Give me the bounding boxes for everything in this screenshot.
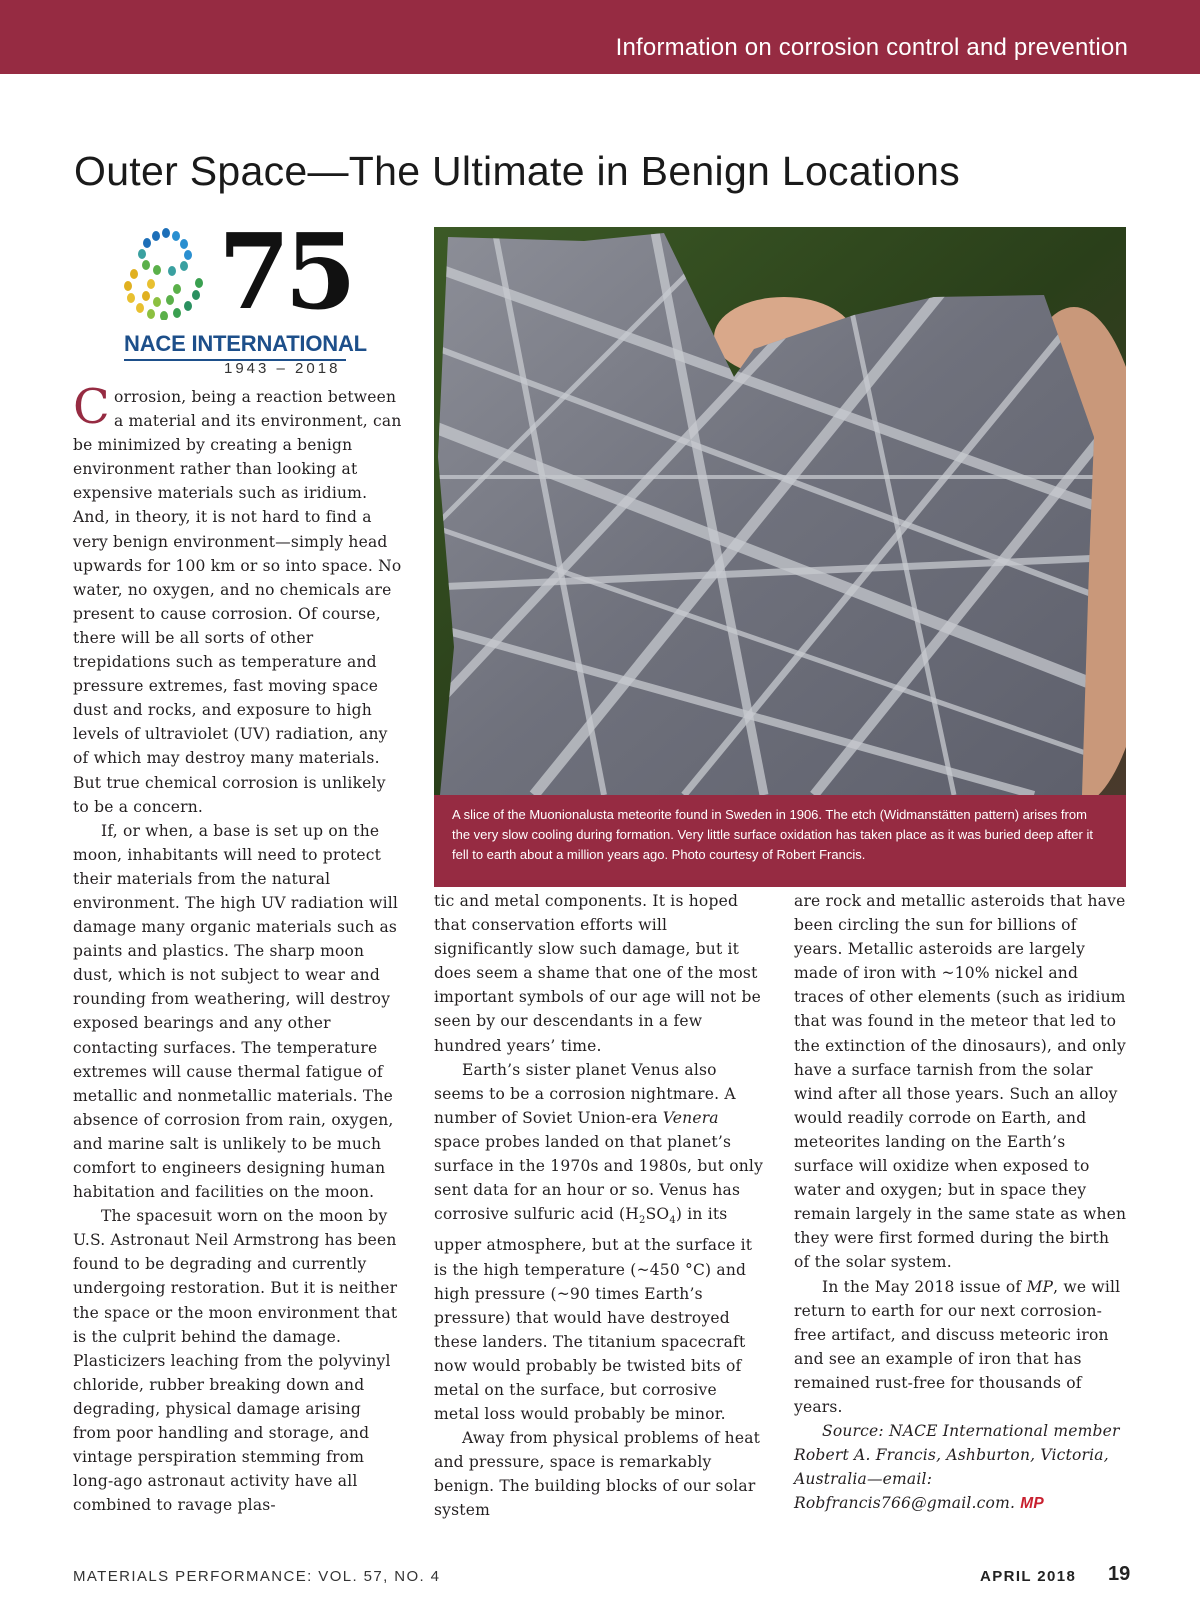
header-tagline: Information on corrosion control and prevention <box>615 34 1128 61</box>
paragraph: In the May 2018 issue of MP, we will return to earth for our next corrosion-free artifact, and discuss meteoric iron and see an example of iron that has remained rust-free for thousands of years. <box>794 1277 1121 1416</box>
drop-cap: C <box>73 379 110 435</box>
photo-caption: A slice of the Muonionalusta meteorite found in Sweden in 1906. The etch (Widmanstätten pattern) arises from the very slow cooling during formation. Very little surface oxidation has taken place as it was buried deep after it fell to earth about a million years ago. Photo courtesy of Robert Francis. <box>452 807 1093 862</box>
footer-journal: MATERIALS PERFORMANCE: VOL. 57, NO. 4 <box>73 1568 441 1585</box>
footer-date: APRIL 2018 <box>980 1568 1077 1585</box>
article-column-2 <box>434 889 764 1523</box>
article-column-3 <box>794 889 1129 1516</box>
paragraph: orrosion, being a reaction between a material and its environment, can be minimized by creating a benign environment rather than looking at expensive materials such as iridium. And, in theory, it is not hard to find a very benign environment—simply head upwards for 100 km or so into space. No water, no oxygen, and no chemicals are present to cause corrosion. Of course, there will be all sorts of other trepidations such as temperature and pressure extremes, fast moving space dust and rocks, and exposure to high levels of ultraviolet (UV) radiation, any of which may destroy many materials. But true chemical corrosion is unlikely to be a concern. <box>73 388 402 816</box>
nace-75-logo <box>124 210 367 378</box>
paragraph: Earth’s sister planet Venus also seems to be a corrosion nightmare. A number of Soviet Union-era Venera space probes landed on that planet’s surface in the 1970s and 1980s, but only sent data for an hour or so. Venus has corrosive sulfuric acid $(H_2SO_4)$ in its upper atmosphere, but at the surface it is the high temperature (~450 °C) and high pressure (~90 times Earth’s pressure) that would have destroyed these landers. The titanium spacecraft now would probably be twisted bits of metal on the surface, but corrosive metal loss would probably be minor. <box>434 1060 764 1424</box>
mp-magazine-name: MP <box>1026 1277 1054 1296</box>
article-title: Outer Space—The Ultimate in Benign Locations <box>74 148 961 194</box>
paragraph: are rock and metallic asteroids that have been circling the sun for billions of years. Metallic asteroids are largely made of iron with ~10% nickel and traces of other elements (such as iridium that was found in the meteor that led to the extinction of the dinosaurs), and only have a surface tarnish from the solar wind after all those years. Such an alloy would readily corrode on Earth, and meteorites landing on the Earth’s surface will oxidize when exposed to water and oxygen; but in space they remain largely in the same state as when they were first formed during the birth of the solar system. <box>794 892 1127 1272</box>
venera-probe-name: Venera <box>662 1108 719 1127</box>
photo-caption-box <box>434 795 1126 887</box>
article-column-1 <box>73 379 403 1517</box>
paragraph: Away from physical problems of heat and pressure, space is remarkably benign. The building blocks of our solar system <box>434 1429 761 1520</box>
paragraph: If, or when, a base is set up on the moon, inhabitants will need to protect their materials from the natural environment. The high UV radiation will damage many organic materials such as paints and plastics. The sharp moon dust, which is not subject to wear and rounding from weathering, will destroy exposed bearings and any other contacting surfaces. The temperature extremes will cause thermal fatigue of metallic and nonmetallic materials. The absence of corrosion from rain, oxygen, and marine salt is unlikely to be much comfort to engineers designing human habitation and facilities on the moon. <box>73 821 399 1202</box>
source-credit: Source: NACE International member Robert A. Francis, Ashburton, Victoria, Australia—email: Robfrancis766@gmail.com. MP <box>794 1422 1120 1513</box>
meteorite-photo <box>434 227 1126 795</box>
nace-dots-icon <box>124 228 224 320</box>
logo-years: 1943 – 2018 <box>224 360 341 377</box>
logo-anniversary-number: 75 <box>218 210 351 333</box>
paragraph: The spacesuit worn on the moon by U.S. Astronaut Neil Armstrong has been found to be degrading and currently undergoing restoration. But it is neither the space or the moon environment that is the culprit behind the damage. Plasticizers leaching from the polyvinyl chloride, rubber breaking down and degrading, physical damage arising from poor handling and storage, and vintage perspiration stemming from long-ago astronaut activity have all combined to ravage plas- <box>73 1207 398 1515</box>
logo-org-name: NACE INTERNATIONAL <box>124 331 367 356</box>
paragraph: tic and metal components. It is hoped that conservation efforts will significantly slow such damage, but it does seem a shame that one of the most important symbols of our age will not be seen by our descendants in a few hundred years’ time. <box>434 892 761 1055</box>
meteorite-image <box>434 227 1126 795</box>
page-number: 19 <box>1108 1563 1131 1585</box>
mp-end-mark: MP <box>1020 1495 1044 1513</box>
header-bar <box>0 0 1200 74</box>
